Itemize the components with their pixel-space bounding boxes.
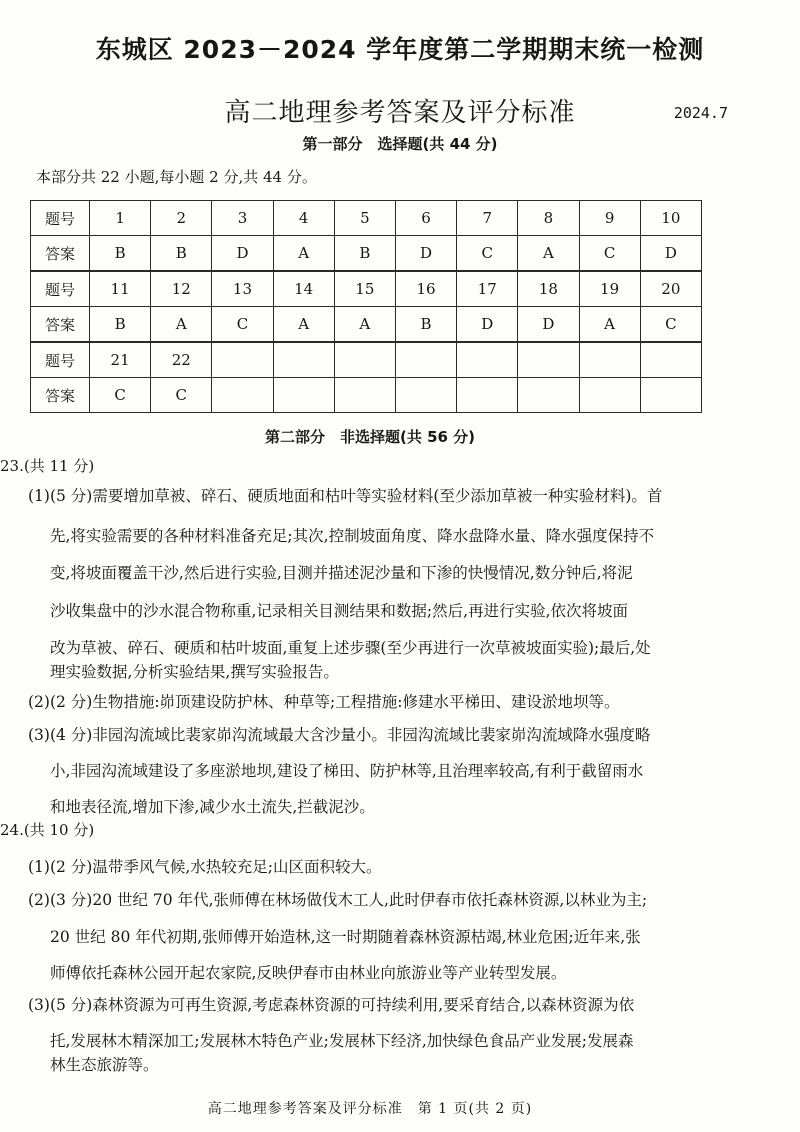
answer-table-cell — [212, 378, 273, 413]
answer-line: (3)(4 分)非园沟流域比裴家峁沟流域最大含沙量小。非园沟流域比裴家峁沟流域降水强度略 — [28, 726, 651, 744]
answer-table-cell — [334, 342, 395, 378]
answer-line: (2)(3 分)20 世纪 70 年代,张师傅在林场做伐木工人,此时伊春市依托森林资源,以林业为主; — [28, 891, 648, 909]
answer-table-cell: 16 — [395, 271, 456, 307]
answer-table-cell: A — [579, 307, 640, 343]
answer-table-row-header: 题号 — [31, 201, 90, 236]
part2-heading: 第二部分 非选择题(共 56 分) — [264, 428, 476, 446]
answer-table-cell: 13 — [212, 271, 273, 307]
answer-table-row — [31, 201, 702, 236]
answer-table-cell: C — [640, 307, 701, 343]
answer-table-row-header: 答案 — [31, 236, 90, 272]
answer-table-cell: A — [273, 236, 334, 272]
part1-intro: 本部分共 22 小题,每小题 2 分,共 44 分。 — [36, 168, 317, 186]
answer-table-cell — [579, 378, 640, 413]
answer-table-cell: D — [212, 236, 273, 272]
answer-table-cell: 15 — [334, 271, 395, 307]
answer-table-cell: C — [212, 307, 273, 343]
answer-table-cell: 21 — [90, 342, 151, 378]
answer-table-cell: 11 — [90, 271, 151, 307]
answer-table-cell — [518, 342, 579, 378]
answer-table-cell: C — [457, 236, 518, 272]
answer-table-cell: 12 — [151, 271, 212, 307]
answer-table-row — [31, 342, 702, 378]
answer-table-cell — [334, 378, 395, 413]
answer-table-cell: B — [90, 307, 151, 343]
answer-line: 先,将实验需要的各种材料准备充足;其次,控制坡面角度、降水盘降水量、降水强度保持不 — [50, 527, 655, 545]
answer-table-row-header: 题号 — [31, 342, 90, 378]
answer-table-cell: 19 — [579, 271, 640, 307]
answer-line: 变,将坡面覆盖干沙,然后进行实验,目测并描述泥沙量和下渗的快慢情况,数分钟后,将泥 — [50, 564, 633, 582]
answer-table-cell: C — [151, 378, 212, 413]
answer-table-cell: 20 — [640, 271, 701, 307]
answer-table — [30, 200, 702, 413]
answer-table-cell: A — [334, 307, 395, 343]
document-subtitle: 高二地理参考答案及评分标准 — [224, 98, 576, 128]
answer-table-cell: 10 — [640, 201, 701, 236]
answer-table-cell: 22 — [151, 342, 212, 378]
answer-table-cell: 1 — [90, 201, 151, 236]
answer-line: (1)(5 分)需要增加草被、碎石、硬质地面和枯叶等实验材料(至少添加草被一种实验材料)。首 — [28, 487, 663, 505]
answer-table-cell — [273, 342, 334, 378]
answer-table-cell: B — [151, 236, 212, 272]
answer-table-cell: A — [273, 307, 334, 343]
answer-table-cell: 7 — [457, 201, 518, 236]
answer-table-cell — [457, 342, 518, 378]
answer-table-cell — [273, 378, 334, 413]
answer-table-cell — [395, 342, 456, 378]
answer-line: 小,非园沟流域建设了多座淤地坝,建设了梯田、防护林等,且治理率较高,有利于截留雨水 — [50, 762, 644, 780]
answer-table-cell: 3 — [212, 201, 273, 236]
answer-line: (1)(2 分)温带季风气候,水热较充足;山区面积较大。 — [28, 858, 382, 876]
answer-line: 林生态旅游等。 — [50, 1056, 159, 1074]
question-23-heading: 23.(共 11 分) — [0, 457, 95, 475]
answer-table-cell — [640, 378, 701, 413]
answer-table-cell: 2 — [151, 201, 212, 236]
answer-table-cell — [212, 342, 273, 378]
answer-line: 20 世纪 80 年代初期,张师傅开始造林,这一时期随着森林资源枯竭,林业危困;近年来,张 — [50, 928, 641, 946]
answer-table-cell: B — [334, 236, 395, 272]
page-footer: 高二地理参考答案及评分标准 第 1 页(共 2 页) — [207, 1101, 533, 1117]
answer-table-row-header: 题号 — [31, 271, 90, 307]
answer-table-cell: 5 — [334, 201, 395, 236]
answer-table-row — [31, 307, 702, 343]
answer-line: 理实验数据,分析实验结果,撰写实验报告。 — [50, 663, 339, 681]
answer-table-row — [31, 236, 702, 272]
answer-table-cell: 4 — [273, 201, 334, 236]
answer-table-cell — [518, 378, 579, 413]
answer-table-row-header: 答案 — [31, 307, 90, 343]
answer-table-cell: C — [90, 378, 151, 413]
answer-table-cell — [457, 378, 518, 413]
answer-line: 沙收集盘中的沙水混合物称重,记录相关目测结果和数据;然后,再进行实验,依次将坡面 — [50, 602, 629, 620]
answer-table-cell: A — [151, 307, 212, 343]
answer-table-cell: 9 — [579, 201, 640, 236]
answer-table-cell: B — [90, 236, 151, 272]
document-date: 2024.7 — [673, 104, 728, 122]
answer-table-cell: D — [518, 307, 579, 343]
answer-line: 和地表径流,增加下渗,减少水土流失,拦截泥沙。 — [50, 798, 375, 816]
exam-title: 东城区 2023－2024 学年度第二学期期末统一检测 — [95, 35, 705, 64]
answer-table-cell — [579, 342, 640, 378]
answer-table-cell: B — [395, 307, 456, 343]
question-24-heading: 24.(共 10 分) — [0, 821, 95, 839]
answer-table-cell — [395, 378, 456, 413]
answer-table-cell: C — [579, 236, 640, 272]
answer-table-cell: A — [518, 236, 579, 272]
answer-line: 师傅依托森林公园开起农家院,反映伊春市由林业向旅游业等产业转型发展。 — [50, 964, 567, 982]
answer-table-row — [31, 378, 702, 413]
answer-table-row — [31, 271, 702, 307]
answer-table-cell: D — [640, 236, 701, 272]
answer-table-cell: 8 — [518, 201, 579, 236]
answer-table-cell: 14 — [273, 271, 334, 307]
answer-table-cell: 6 — [395, 201, 456, 236]
part1-heading: 第一部分 选择题(共 44 分) — [302, 135, 498, 153]
answer-table-cell — [640, 342, 701, 378]
answer-table-row-header: 答案 — [31, 378, 90, 413]
answer-table-cell: D — [457, 307, 518, 343]
answer-line: (3)(5 分)森林资源为可再生资源,考虑森林资源的可持续利用,要采育结合,以森林资源为依 — [28, 996, 635, 1014]
answer-line: 托,发展林木精深加工;发展林木特色产业;发展林下经济,加快绿色食品产业发展;发展森 — [50, 1032, 634, 1050]
answer-line: (2)(2 分)生物措施:峁顶建设防护林、种草等;工程措施:修建水平梯田、建设淤地坝等。 — [28, 693, 620, 711]
answer-table-cell: 17 — [457, 271, 518, 307]
answer-table-cell: 18 — [518, 271, 579, 307]
answer-table-cell: D — [395, 236, 456, 272]
answer-line: 改为草被、碎石、硬质和枯叶坡面,重复上述步骤(至少再进行一次草被坡面实验);最后,处 — [50, 639, 651, 657]
